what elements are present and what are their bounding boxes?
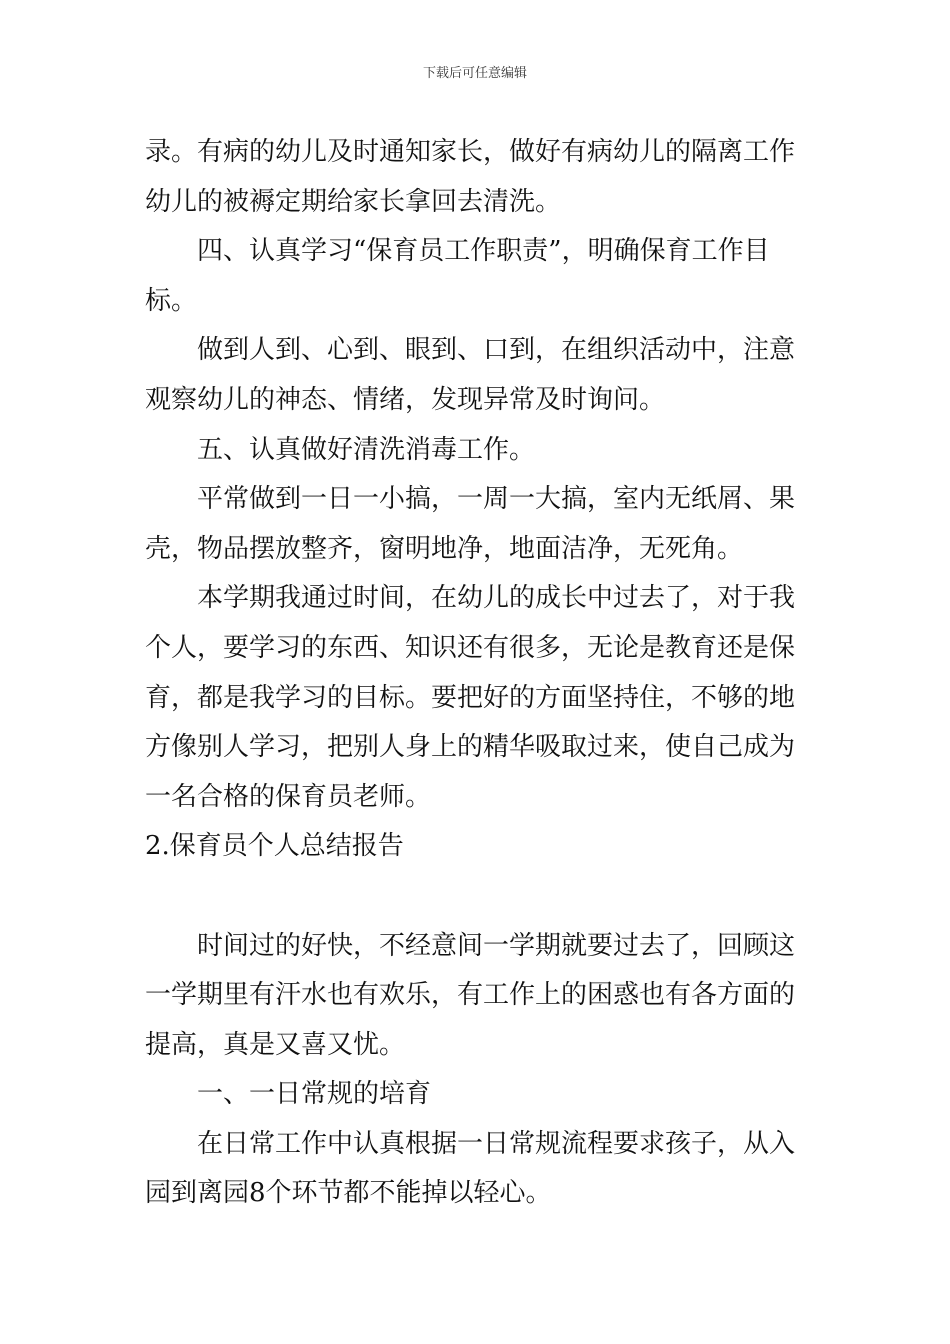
- text-line: 一名合格的保育员老师。: [145, 781, 432, 812]
- text-line: 壳，物品摆放整齐，窗明地净，地面洁净，无死角。: [145, 533, 744, 564]
- document-body: [145, 128, 810, 1219]
- text-line: 平常做到一日一小搞，一周一大搞，室内无纸屑、果: [197, 484, 796, 515]
- text-line: 在日常工作中认真根据一日常规流程要求孩子，从入: [197, 1128, 796, 1159]
- text-line: 时间过的好快，不经意间一学期就要过去了，回顾这: [197, 930, 796, 961]
- text-line: 提高，真是又喜又忧。: [145, 1029, 406, 1060]
- article-title: 2.保育员个人总结报告: [145, 831, 404, 862]
- text-line: 标。: [145, 285, 198, 316]
- text-line: 本学期我通过时间，在幼儿的成长中过去了，对于我: [197, 583, 796, 614]
- section-heading: 五、认真做好清洗消毒工作。: [197, 434, 536, 465]
- text-line: 一学期里有汗水也有欢乐，有工作上的困惑也有各方面的: [145, 980, 796, 1011]
- text-line: 个人，要学习的东西、知识还有很多，无论是教育还是保: [145, 632, 796, 663]
- text-line: 幼儿的被褥定期给家长拿回去清洗。: [145, 186, 562, 217]
- page-header-note: 下载后可任意编辑: [422, 66, 527, 81]
- blank-line: [145, 872, 810, 922]
- text-line: 育，都是我学习的目标。要把好的方面坚持住，不够的地: [145, 682, 796, 713]
- section-heading: 四、认真学习“保育员工作职责”，明确保育工作目: [197, 236, 770, 267]
- text-line: 园到离园8个环节都不能掉以轻心。: [145, 1178, 552, 1209]
- text-line: 录。有病的幼儿及时通知家长，做好有病幼儿的隔离工作: [145, 137, 796, 167]
- section-heading: 一、一日常规的培育: [197, 1079, 432, 1110]
- text-line: 方像别人学习，把别人身上的精华吸取过来，使自己成为: [145, 732, 796, 763]
- text-line: 做到人到、心到、眼到、口到，在组织活动中，注意: [197, 335, 796, 366]
- text-line: 观察幼儿的神态、情绪，发现异常及时询问。: [145, 384, 666, 415]
